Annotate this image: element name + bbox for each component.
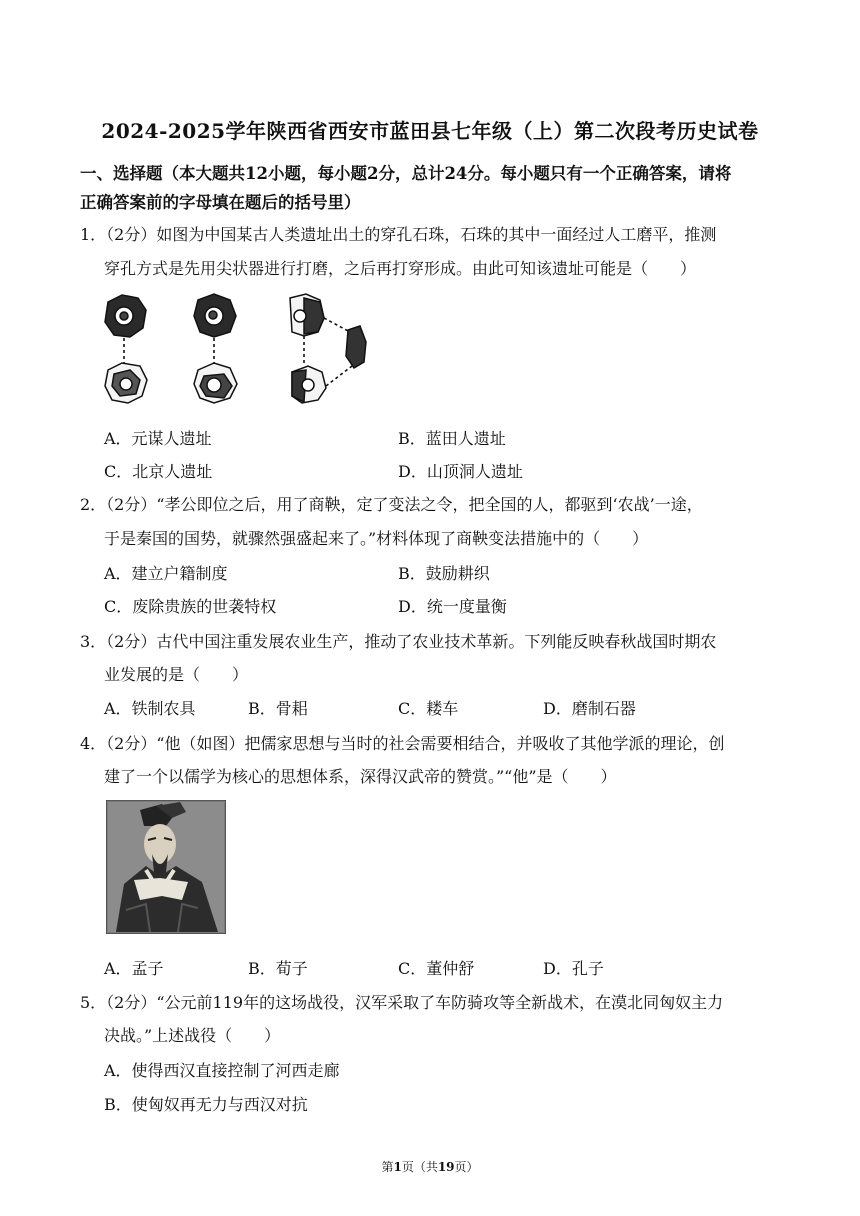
section-heading-line1: 一、选择题（本大题共12小题，每小题2分，总计24分。每小题只有一个正确答案，请将 — [80, 164, 732, 183]
question-1-option-a: A．元谋人遗址 — [104, 429, 212, 448]
page-footer — [0, 1158, 860, 1175]
question-4-line1: 4．（2分）“他（如图）把儒家思想与当时的社会需要相结合，并吸收了其他学派的理论，创 — [80, 734, 725, 753]
question-2-option-b: B．鼓励耕织 — [398, 564, 490, 583]
question-5-line1: 5．（2分）“公元前119年的这场战役，汉军采取了车防骑攻等全新战术，在漠北同匈奴主力 — [80, 993, 724, 1012]
footer-prefix: 第 — [381, 1160, 394, 1174]
question-3-line2: 业发展的是（ ） — [104, 665, 249, 684]
question-3-option-c: C．耧车 — [398, 699, 459, 718]
question-2-option-a: A．建立户籍制度 — [104, 564, 228, 583]
question-3-option-b: B．骨耜 — [248, 699, 308, 718]
question-1-line2: 穿孔方式是先用尖状器进行打磨，之后再打穿形成。由此可知该遗址可能是（ ） — [104, 259, 697, 278]
question-1-option-d: D．山顶洞人遗址 — [398, 462, 523, 481]
question-1-option-c: C．北京人遗址 — [104, 462, 213, 481]
question-2-line2: 于是秦国的国势，就骤然强盛起来了。”材料体现了商鞅变法措施中的（ ） — [104, 529, 649, 548]
question-1-option-b: B．蓝田人遗址 — [398, 429, 506, 448]
question-2-option-c: C．废除贵族的世袭特权 — [104, 597, 277, 616]
question-4-option-c: C．董仲舒 — [398, 959, 475, 978]
question-3-line1: 3．（2分）古代中国注重发展农业生产，推动了农业技术革新。下列能反映春秋战国时期农 — [80, 632, 717, 651]
question-5-line2: 决战。”上述战役（ ） — [104, 1026, 281, 1045]
question-4-option-a: A．孟子 — [104, 959, 164, 978]
dong-zhongshu-portrait — [106, 800, 226, 934]
question-3-option-d: D．磨制石器 — [543, 699, 636, 718]
question-5-option-b: B．使匈奴再无力与西汉对抗 — [104, 1095, 308, 1114]
question-5-option-a: A．使得西汉直接控制了河西走廊 — [104, 1061, 340, 1080]
question-2-line1: 2．（2分）“孝公即位之后，用了商鞅，定了变法之令，把全国的人，都驱到‘农战’一途， — [80, 495, 703, 514]
question-4-option-d: D．孔子 — [543, 959, 604, 978]
question-2-option-d: D．统一度量衡 — [398, 597, 507, 616]
stone-beads-figure — [100, 290, 372, 412]
question-3-option-a: A．铁制农具 — [104, 699, 196, 718]
page-title: 2024-2025学年陕西省西安市蓝田县七年级（上）第二次段考历史试卷 — [101, 119, 759, 143]
footer-suffix: 页） — [454, 1160, 479, 1174]
footer-total-pages: 19 — [437, 1160, 455, 1174]
question-4-option-b: B．荀子 — [248, 959, 308, 978]
question-1-line1: 1．（2分）如图为中国某古人类遗址出土的穿孔石珠，石珠的其中一面经过人工磨平，推测 — [80, 225, 717, 244]
footer-mid: 页（共 — [401, 1160, 438, 1174]
footer-page-number: 1 — [393, 1160, 402, 1174]
question-4-line2: 建了一个以儒学为核心的思想体系，深得汉武帝的赞赏。”“他”是（ ） — [104, 767, 617, 786]
section-heading-line2: 正确答案前的字母填在题后的括号里） — [80, 193, 361, 212]
